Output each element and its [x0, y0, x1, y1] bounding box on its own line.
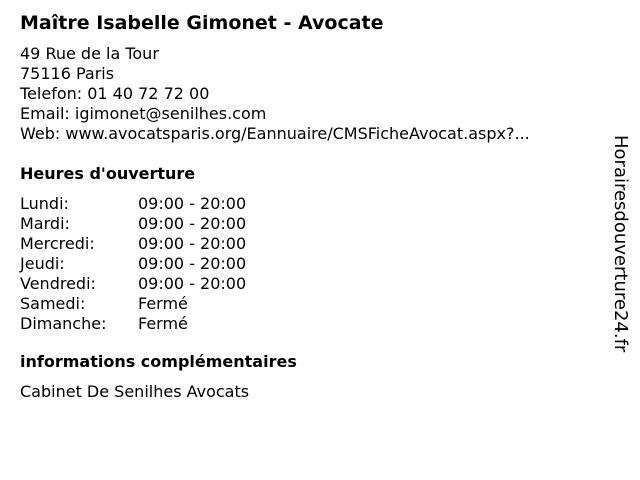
hours-row-sunday — [20, 314, 600, 334]
side-brand-text: Horairesdouverture24.fr — [610, 135, 631, 353]
hours-time: 09:00 - 20:00 — [138, 194, 247, 213]
hours-day: Dimanche: — [20, 314, 107, 333]
phone-text[interactable]: Telefon: 01 40 72 72 00 — [20, 84, 210, 103]
hours-row-monday — [20, 194, 600, 214]
hours-heading: Heures d'ouverture — [20, 164, 196, 183]
hours-time: Fermé — [138, 294, 188, 313]
hours-time: 09:00 - 20:00 — [138, 234, 247, 253]
website-link[interactable]: Web: www.avocatsparis.org/Eannuaire/CMSFicheAvocat.aspx?... — [20, 124, 530, 143]
hours-time: 09:00 - 20:00 — [138, 274, 247, 293]
hours-time: 09:00 - 20:00 — [138, 254, 247, 273]
hours-day: Jeudi: — [20, 254, 65, 273]
hours-row-tuesday — [20, 214, 600, 234]
hours-table — [20, 194, 600, 334]
address-street: 49 Rue de la Tour — [20, 44, 159, 63]
hours-day: Lundi: — [20, 194, 69, 213]
page-title: Maître Isabelle Gimonet - Avocate — [20, 12, 384, 34]
listing-card — [20, 10, 600, 402]
info-heading: informations complémentaires — [20, 352, 297, 371]
hours-row-thursday — [20, 254, 600, 274]
hours-day: Mardi: — [20, 214, 70, 233]
hours-row-wednesday — [20, 234, 600, 254]
hours-row-friday — [20, 274, 600, 294]
hours-day: Samedi: — [20, 294, 86, 313]
info-text: Cabinet De Senilhes Avocats — [20, 382, 250, 401]
hours-time: 09:00 - 20:00 — [138, 214, 247, 233]
hours-time: Fermé — [138, 314, 188, 333]
address-city: 75116 Paris — [20, 64, 115, 83]
hours-day: Mercredi: — [20, 234, 95, 253]
email-text[interactable]: Email: igimonet@senilhes.com — [20, 104, 267, 123]
hours-row-saturday — [20, 294, 600, 314]
hours-day: Vendredi: — [20, 274, 96, 293]
